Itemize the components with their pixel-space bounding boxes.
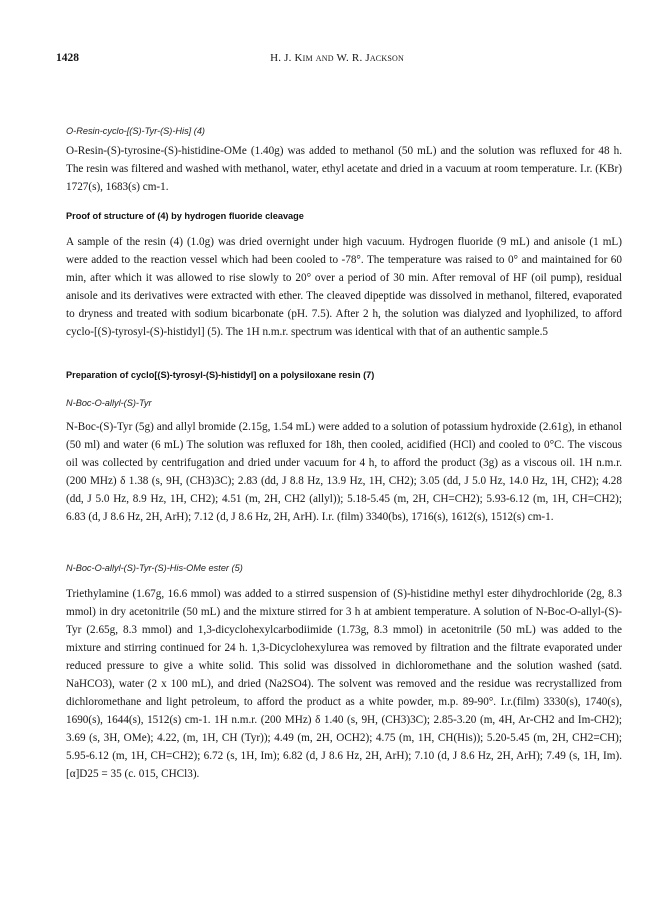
section-heading-polysiloxane: Preparation of cyclo[(S)-tyrosyl-(S)-histidyl] on a polysiloxane resin (7) (66, 370, 375, 380)
section-body-boc-tyr-his-ester: Triethylamine (1.67g, 16.6 mmol) was added to a stirred suspension of (S)-histidine methyl ester dihydrochloride (2g, 8.3 mmol) in dry acetonitrile (50 mL) and the mixture stirred for 3 h at ambient temperature. A solution of N-Boc-O-allyl-(S)-Tyr (2.65g, 8.3 mmol) and 1,3-dicyclohexylcarbodiimide (1.73g, 8.3 mmol) in acetonitrile (50 mL) was added to the mixture and stirring continued for 24 h. 1,3-Dicyclohexylurea was removed by filtration and the filtrate evaporated under reduced pressure to give a white solid. This solid was dissolved in dichloromethane and the solution washed (satd. NaHCO3), water (2 x 100 mL), and dried (Na2SO4). The solvent was removed and the residue was recrystallized from dichloromethane and light petroleum, to afford the product as a white powder, m.p. 89-90°. I.r.(film) 3330(s), 1740(s), 1690(s), 1644(s), 1512(s) cm-1. 1H n.m.r. (200 MHz) δ 1.40 (s, 9H, (CH3)3C); 2.85-3.20 (m, 4H, Ar-CH2 and Im-CH2); 3.69 (s, 3H, OMe); 4.22, (m, 1H, CH (Tyr)); 4.49 (m, 2H, OCH2); 4.75 (m, 1H, CH(His)); 5.20-5.45 (m, 2H, CH2=CH); 5.95-6.12 (m, 1H, CH=CH2); 6.72 (s, 1H, Im); 6.82 (d, J 8.6 Hz, 2H, ArH); 7.10 (d, J 8.6 Hz, 2H, ArH); 7.49 (s, 1H, Im). [α]D25 = 35 (c. 015, CHCl3). (66, 588, 622, 780)
section-heading-boc-allyl-tyr: N-Boc-O-allyl-(S)-Tyr (66, 398, 152, 408)
section-body-hf-cleavage: A sample of the resin (4) (1.0g) was dried overnight under high vacuum. Hydrogen fluoride (9 mL) and anisole (1 mL) were added to the reaction vessel which had been cooled to -78°. The temperature was raised to 0° and maintained for 60 min, after which it was allowed to rise slowly to 20° over a period of 30 min. After removal of HF (oil pump), residual anisole and its derivatives were extracted with ether. The cleaved dipeptide was dissolved in methanol, filtered, evaporated to dryness and treated with sodium bicarbonate (pH. 7.5). After 2 h, the solution was dialyzed and lyophilized, to afford cyclo-[(S)-tyrosyl-(S)-histidyl] (5). The 1H n.m.r. spectrum was identical with that of an authentic sample.5 (66, 236, 622, 338)
running-header (56, 52, 618, 68)
section-body-boc-allyl-tyr: N-Boc-(S)-Tyr (5g) and allyl bromide (2.15g, 1.54 mL) were added to a solution of potassium hydroxide (2.61g), in ethanol (50 ml) and water (6 mL) The solution was refluxed for 18h, then cooled, acidified (HCl) and cooled to 0°C. The viscous oil was collected by centrifugation and dried under vacuum for 4 h, to afford the product (3g) as a viscous oil. 1H n.m.r. (200 MHz) δ 1.38 (s, 9H, (CH3)3C); 2.83 (dd, J 8.8 Hz, 13.9 Hz, 1H, CH2); 3.05 (dd, J 5.0 Hz, 14.0 Hz, 1H, CH2); 4.28 (dd, J 5.0 Hz, 8.9 Hz, 1H, CH2); 4.51 (m, 2H, CH2 (allyl)); 5.18-5.45 (m, 2H, CH=CH2); 5.93-6.12 (m, 1H, CH=CH2); 6.83 (d, J 8.6 Hz, 2H, ArH); 7.12 (d, J 8.6 Hz, 2H, ArH). I.r. (film) 3340(bs), 1716(s), 1612(s), 1512(s) cm-1. (66, 421, 622, 523)
page-number: 1428 (56, 52, 79, 64)
section-heading-boc-tyr-his-ester: N-Boc-O-allyl-(S)-Tyr-(S)-His-OMe ester (5) (66, 563, 243, 573)
running-head: H. J. Kim and W. R. Jackson (270, 52, 404, 64)
section-heading-resin-cyclo: O-Resin-cyclo-[(S)-Tyr-(S)-His] (4) (66, 126, 205, 136)
section-body-resin-cyclo: O-Resin-(S)-tyrosine-(S)-histidine-OMe (1.40g) was added to methanol (50 mL) and the solution was refluxed for 48 h. The resin was filtered and washed with methanol, water, ethyl acetate and dried in a vacuum at room temperature. I.r. (KBr) 1727(s), 1683(s) cm-1. (66, 145, 622, 193)
section-heading-hf-cleavage: Proof of structure of (4) by hydrogen fluoride cleavage (66, 211, 304, 221)
